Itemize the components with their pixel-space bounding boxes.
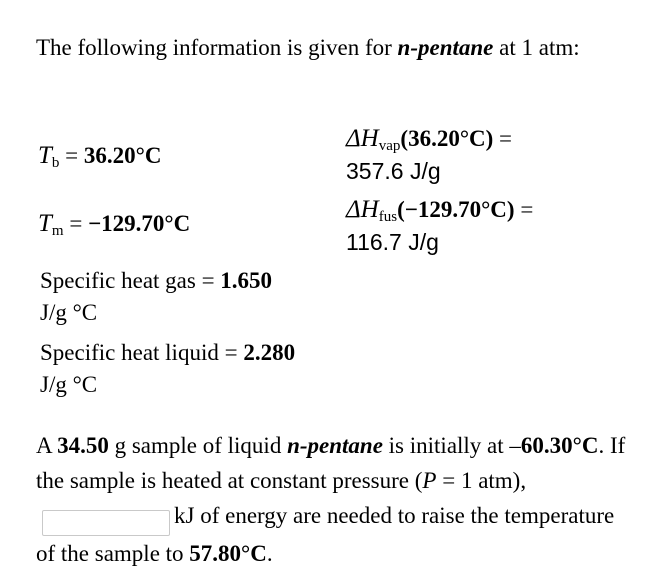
melting-point-symbol: T	[38, 210, 52, 237]
specific-heat-liquid-line	[40, 338, 295, 368]
melting-point-value: −129.70°C	[88, 211, 191, 236]
energy-answer-input[interactable]	[42, 510, 170, 536]
fusion-subscript: fus	[378, 209, 398, 225]
specific-heat-gas-label: Specific heat gas =	[40, 268, 221, 293]
melting-point-line	[38, 209, 190, 246]
boiling-point-value: 36.20°C	[83, 143, 162, 168]
problem-pressure-symbol: P	[422, 468, 437, 493]
fusion-condition: (−129.70°C)	[397, 197, 515, 222]
vaporization-equals: =	[493, 126, 513, 151]
vaporization-value: 357.6 J/g	[346, 158, 441, 184]
problem-text-5: = 1 atm),	[436, 468, 527, 493]
problem-initial-temp: 60.30°C	[520, 433, 599, 458]
problem-text-1: A	[36, 433, 58, 458]
fusion-symbol: ΔH	[346, 196, 379, 223]
vaporization-subscript: vap	[378, 138, 401, 154]
vaporization-symbol: ΔH	[346, 125, 379, 152]
specific-heat-gas-unit: J/g °C	[40, 300, 98, 325]
intro-text-after: at 1 atm:	[493, 35, 580, 60]
intro-substance: n-pentane	[397, 35, 494, 60]
fusion-value: 116.7 J/g	[346, 229, 439, 255]
problem-text-6: kJ of energy are needed to raise the temperature of the sample to	[36, 503, 615, 566]
specific-heat-liquid-unit: J/g °C	[40, 372, 98, 397]
specific-heat-gas-value: 1.650	[220, 268, 273, 293]
boiling-point-line	[38, 141, 161, 178]
melting-point-subscript: m	[51, 223, 64, 239]
boiling-point-symbol: T	[38, 142, 52, 169]
problem-text-7: .	[266, 540, 273, 566]
specific-heat-liquid-label: Specific heat liquid =	[40, 340, 244, 365]
specific-heat-liquid-value: 2.280	[243, 340, 296, 365]
problem-text-4: . If the sample is heated at constant pressure (	[36, 433, 626, 493]
problem-substance: n-pentane	[287, 433, 383, 458]
problem-final-temp: 57.80°C	[189, 540, 267, 566]
melting-point-equals: =	[63, 211, 89, 236]
problem-text-3: is initially at –	[382, 433, 521, 458]
boiling-point-subscript: b	[51, 155, 60, 171]
fusion-equals: =	[514, 197, 534, 222]
specific-heat-gas-line	[40, 266, 272, 296]
problem-text-2: g sample of liquid	[108, 433, 288, 458]
intro-paragraph	[36, 30, 636, 66]
boiling-point-equals: =	[59, 143, 84, 168]
vaporization-condition: (36.20°C)	[400, 126, 494, 151]
problem-mass: 34.50	[57, 433, 109, 458]
intro-text-before: The following information is given for	[36, 35, 398, 60]
problem-paragraph	[36, 428, 626, 571]
